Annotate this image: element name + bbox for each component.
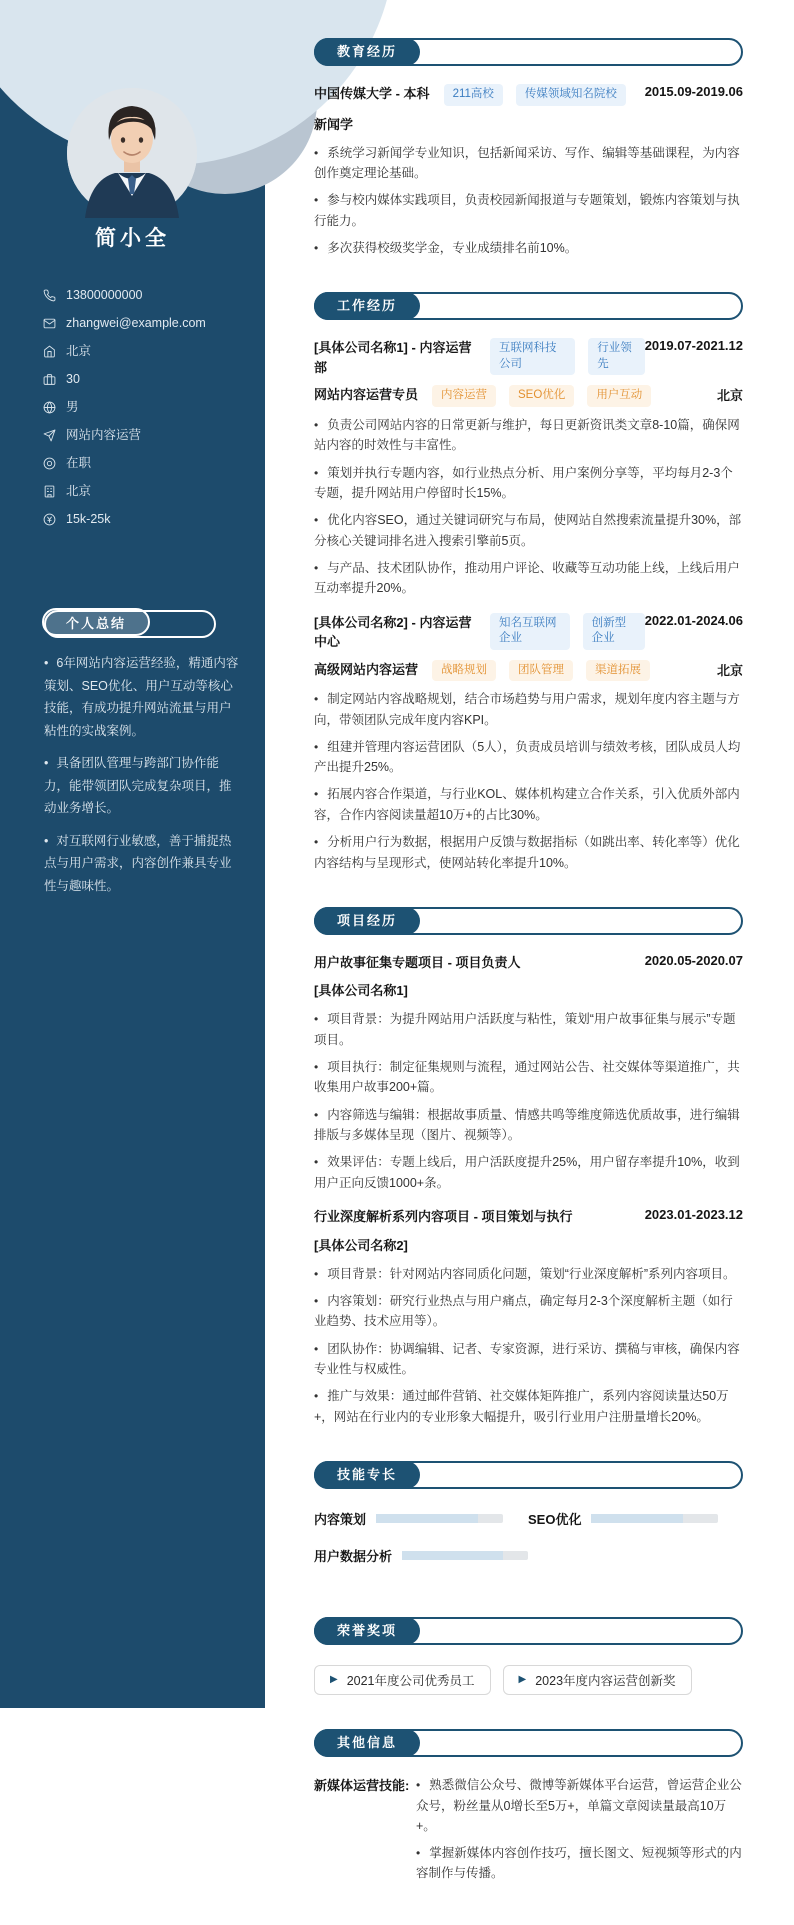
honor-chips: [314, 1665, 743, 1695]
bullet-dot: •: [314, 1294, 319, 1309]
role-title: 网站内容运营专员: [314, 387, 419, 403]
other-bullet: • 熟悉微信公众号、微博等新媒体平台运营，曾运营企业公众号，粉丝量从0增长至5万+，单篇文章阅读量最高10万+。: [416, 1778, 742, 1833]
company-tags: [490, 613, 645, 650]
other-info-label: 新媒体运营技能:: [314, 1778, 410, 1794]
project-bullet: • 项目背景：为提升网站用户活跃度与粘性，策划“用户故事征集与展示”专题项目。: [314, 1012, 736, 1047]
age-icon: [42, 373, 56, 387]
project-entry-1: [314, 953, 743, 1193]
project-date: 2023.01-2023.12: [644, 1207, 743, 1223]
sidebar: [0, 0, 265, 1708]
role-tags: [432, 660, 717, 682]
bullet-dot: •: [314, 193, 319, 208]
section-title: 工作经历: [314, 292, 420, 320]
contact-value: 网站内容运营: [66, 428, 142, 442]
honor-label: 2023年度内容运营创新奖: [535, 1674, 676, 1689]
section-work: [314, 292, 743, 873]
bullet-dot: •: [314, 692, 319, 707]
section-header-other: [314, 1729, 743, 1757]
skill-label: 用户数据分析: [314, 1549, 393, 1565]
resume-main: [314, 38, 743, 1925]
school-name: 中国传媒大学 - 本科: [314, 86, 430, 101]
summary-bullet: • 具备团队管理与跨部门协作能力，能带领团队完成复杂项目，推动业务增长。: [44, 756, 232, 815]
work-entry-2: [314, 613, 743, 873]
skill-item: [528, 1509, 742, 1528]
education-bullet: • 参与校内媒体实践项目，负责校园新闻报道与专题策划，锻炼内容策划与执行能力。: [314, 193, 740, 228]
project-company: [具体公司名称2]: [314, 1237, 408, 1253]
section-projects: [314, 907, 743, 1427]
skills-grid: [314, 1509, 743, 1583]
role-tag: 内容运营: [432, 385, 496, 407]
section-title: 项目经历: [314, 907, 420, 935]
bullet-dot: •: [314, 835, 319, 850]
contact-item-phone: [42, 288, 252, 303]
work-entry-1: [314, 338, 743, 598]
section-title: 荣誉奖项: [314, 1617, 420, 1645]
contact-value: 30: [66, 372, 80, 386]
bullet-dot: •: [314, 417, 319, 432]
school-tags: [444, 84, 645, 106]
bullet-dot: •: [416, 1778, 421, 1793]
project-title: 行业深度解析系列内容项目 - 项目策划与执行: [314, 1209, 573, 1225]
project-bullet: • 内容筛选与编辑：根据故事质量、情感共鸣等维度筛选优质故事，进行编辑排版与多媒体呈现（图片、视频等）。: [314, 1107, 740, 1143]
bullet-dot: •: [314, 465, 319, 480]
work-bullet: • 组建并管理内容运营团队（5人），负责成员培训与绩效考核，团队成员人均产出提升25%。: [314, 739, 741, 775]
role-row: [314, 660, 743, 682]
avatar-illustration: [67, 88, 197, 218]
project-title-row: [314, 1207, 743, 1227]
bullet-dot: •: [314, 1266, 319, 1281]
skill-bar-fill: [376, 1514, 478, 1523]
role-tag: 用户互动: [587, 385, 651, 407]
bullet-dot: •: [314, 1155, 319, 1170]
education-title-row: [314, 84, 743, 106]
skill-bar-fill: [591, 1514, 682, 1523]
company-tag: 创新型企业: [583, 613, 645, 650]
company-name: [具体公司名称2] - 内容运营中心: [314, 614, 472, 650]
skill-item: [314, 1546, 528, 1565]
contact-value: zhangwei@example.com: [66, 316, 206, 330]
contact-value: 13800000000: [66, 288, 143, 302]
project-bullet: • 效果评估：专题上线后，用户活跃度提升25%，用户留存率提升10%，收到用户正向反馈1000+条。: [314, 1155, 740, 1190]
contact-value: 北京: [66, 344, 92, 358]
company-tags: [490, 338, 645, 375]
bullet-dot: •: [44, 656, 49, 670]
section-header-work: [314, 292, 743, 320]
job-intention-icon: [42, 429, 56, 443]
summary-section-title: 个人总结: [42, 608, 150, 636]
role-tag: 渠道拓展: [586, 660, 650, 682]
work-bullet: • 拓展内容合作渠道，与行业KOL、媒体机构建立合作关系，引入优质外部内容，合作内容阅读量超10万+的占比30%。: [314, 787, 740, 822]
work-bullet: • 与产品、技术团队协作，推动用户评论、收藏等互动功能上线，上线后用户互动率提升20%。: [314, 560, 740, 596]
status-icon: [42, 457, 56, 471]
contact-item-age: [42, 372, 252, 387]
section-header-education: [314, 38, 743, 66]
section-title: 其他信息: [314, 1729, 420, 1757]
skill-item: [314, 1509, 528, 1528]
contact-item-location: [42, 344, 252, 359]
bullet-dot: •: [314, 1341, 319, 1356]
project-bullet: • 团队协作：协调编辑、记者、专家资源，进行采访、撰稿与审核，确保内容专业性与权威性。: [314, 1341, 740, 1377]
skill-bar: [591, 1514, 718, 1523]
bullet-dot: •: [314, 1389, 319, 1404]
company-tag: 行业领先: [588, 338, 644, 375]
project-entry-2: [314, 1207, 743, 1427]
contact-item-salary: [42, 512, 252, 527]
project-bullet: • 推广与效果：通过邮件营销、社交媒体矩阵推广，系列内容阅读量达50万+，网站在行业内的专业形象大幅提升，吸引行业用户注册量增长20%。: [314, 1389, 729, 1424]
work-date: 2019.07-2021.12: [644, 338, 743, 354]
bullet-dot: •: [314, 145, 319, 160]
project-bullet: • 内容策划：研究行业热点与用户痛点，确定每月2-3个深度解析主题（如行业趋势、技术应用等）。: [314, 1294, 733, 1329]
bullet-dot: •: [314, 1012, 319, 1027]
section-title: 教育经历: [314, 38, 420, 66]
role-row: [314, 385, 743, 407]
company-tag: 知名互联网企业: [490, 613, 570, 650]
bullet-dot: •: [314, 560, 319, 575]
section-header-skills: [314, 1461, 743, 1489]
summary-bullet: • 6年网站内容运营经验，精通内容策划、SEO优化、用户互动等核心技能，有成功提升网站流量与用户粘性的实战案例。: [44, 656, 239, 738]
contact-list: [42, 288, 252, 540]
role-tags: [432, 385, 717, 407]
role-tag: 团队管理: [509, 660, 573, 682]
honor-label: 2021年度公司优秀员工: [346, 1674, 475, 1689]
candidate-name: 简小全: [95, 227, 170, 250]
work-location: 北京: [716, 388, 743, 404]
skill-bar-fill: [402, 1551, 503, 1560]
role-title: 高级网站内容运营: [314, 661, 419, 677]
section-title: 技能专长: [314, 1461, 420, 1489]
other-bullet: • 掌握新媒体内容创作技巧，擅长图文、短视频等形式的内容制作与传播。: [416, 1846, 742, 1881]
play-icon: ▶: [518, 1674, 527, 1686]
summary-section-header: [44, 610, 216, 638]
work-date: 2022.01-2024.06: [644, 612, 743, 628]
contact-value: 北京: [66, 484, 92, 498]
section-header-honors: [314, 1617, 743, 1645]
work-bullet: • 策划并执行专题内容，如行业热点分析、用户案例分享等，平均每月2-3个专题，提升网站用户停留时长15%。: [314, 465, 733, 500]
contact-value: 男: [66, 400, 79, 414]
other-info-bullets: [416, 1775, 743, 1891]
project-bullet: • 项目执行：制定征集规则与流程，通过网站公告、社交媒体等渠道推广，共收集用户故事200+篇。: [314, 1060, 740, 1095]
bullet-dot: •: [314, 240, 319, 255]
section-honors: [314, 1617, 743, 1695]
company-row: [314, 338, 743, 377]
school-tag: 211高校: [444, 84, 503, 106]
skill-bar: [376, 1514, 503, 1523]
bullet-dot: •: [44, 756, 49, 770]
bullet-dot: •: [314, 787, 319, 802]
skill-label: SEO优化: [528, 1512, 582, 1528]
contact-item-email: [42, 316, 252, 331]
education-entry: [314, 84, 743, 258]
bullet-dot: •: [314, 739, 319, 754]
summary-bullet: • 对互联网行业敏感，善于捕捉热点与用户需求，内容创作兼具专业性与趣味性。: [44, 833, 232, 893]
bullet-dot: •: [44, 833, 49, 848]
summary-body: [44, 652, 240, 907]
salary-icon: [42, 513, 56, 527]
contact-value: 在职: [66, 456, 92, 470]
home-icon: [42, 345, 56, 359]
play-icon: ▶: [330, 1674, 338, 1686]
company-name: [具体公司名称1] - 内容运营部: [314, 340, 472, 375]
contact-item-gender: [42, 400, 252, 415]
education-bullet: • 多次获得校级奖学金，专业成绩排名前10%。: [314, 240, 578, 255]
education-date: 2015.09-2019.06: [644, 84, 743, 99]
project-title: 用户故事征集专题项目 - 项目负责人: [314, 954, 521, 970]
honor-chip: [503, 1665, 692, 1695]
education-bullet: • 系统学习新闻学专业知识，包括新闻采访、写作、编辑等基础课程，为内容创作奠定理论基础。: [314, 145, 740, 180]
section-skills: [314, 1461, 743, 1583]
project-bullet: • 项目背景：针对网站内容同质化问题，策划“行业深度解析”系列内容项目。: [314, 1266, 736, 1281]
section-header-projects: [314, 907, 743, 935]
avatar: [67, 88, 197, 218]
work-bullet: • 分析用户行为数据，根据用户反馈与数据指标（如跳出率、转化率等）优化内容结构与呈现形式，使网站转化率提升10%。: [314, 835, 740, 870]
project-date: 2020.05-2020.07: [644, 952, 743, 968]
bullet-dot: •: [416, 1846, 421, 1861]
school-tag: 传媒领域知名院校: [516, 84, 626, 106]
mail-icon: [42, 317, 56, 331]
work-bullet: • 负责公司网站内容的日常更新与维护，每日更新资讯类文章8-10篇，确保网站内容的时效性与丰富性。: [314, 417, 740, 453]
bullet-dot: •: [314, 1107, 319, 1122]
contact-item-city: [42, 484, 252, 499]
skill-bar: [402, 1551, 528, 1560]
honor-chip: [314, 1665, 491, 1695]
skill-label: 内容策划: [314, 1512, 367, 1528]
bullet-dot: •: [314, 513, 319, 528]
work-location: 北京: [716, 662, 743, 678]
work-bullet: • 优化内容SEO，通过关键词研究与布局，使网站自然搜索流量提升30%，部分核心关键词排名进入搜索引擎前5页。: [314, 513, 742, 548]
phone-icon: [42, 289, 56, 303]
role-tag: SEO优化: [509, 385, 574, 407]
contact-value: 15k-25k: [66, 512, 111, 526]
section-other: [314, 1729, 743, 1891]
bullet-dot: •: [314, 1060, 319, 1075]
city-icon: [42, 485, 56, 499]
role-tag: 战略规划: [432, 660, 496, 682]
company-row: [314, 613, 743, 652]
work-bullet: • 制定网站内容战略规划，结合市场趋势与用户需求，规划年度内容主题与方向，带领团队完成年度内容KPI。: [314, 692, 740, 727]
major-name: 新闻学: [314, 116, 354, 132]
contact-item-job-intention: [42, 428, 252, 443]
project-company: [具体公司名称1]: [314, 983, 408, 999]
company-tag: 互联网科技公司: [490, 338, 575, 375]
section-education: [314, 38, 743, 258]
project-title-row: [314, 953, 743, 973]
other-info-row: [314, 1775, 743, 1891]
contact-item-status: [42, 456, 252, 471]
gender-icon: [42, 401, 56, 415]
